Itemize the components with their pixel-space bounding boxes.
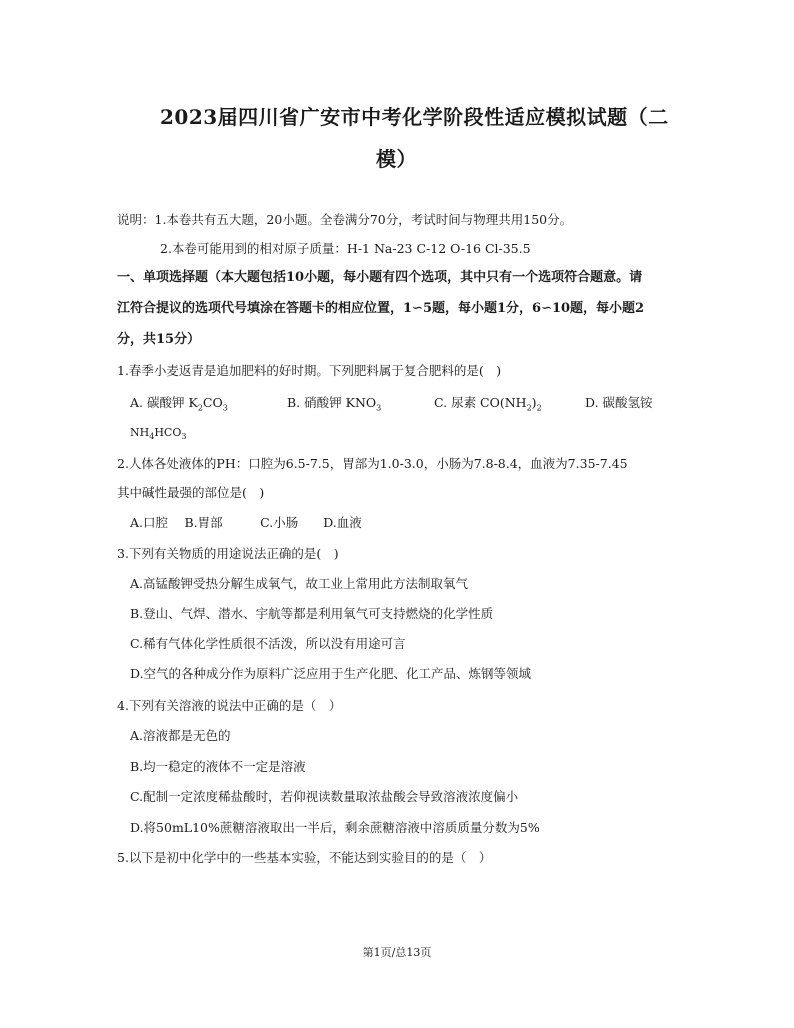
question-4-stem: 4.下列有关溶液的说法中正确的是（ ） (117, 698, 342, 713)
question-2-options: A.口腔 B.胃部 C.小肠 D.血液 (130, 515, 362, 530)
question-1-option-a: A. 碳酸钾 $K_2CO_3$ (130, 395, 228, 413)
question-1-option-b: B. 硝酸钾 $KNO_3$ (287, 395, 382, 413)
question-1-option-d-formula: $NH_4HCO_3$ (130, 426, 187, 442)
question-2-stem-line1: 2.人体各处液体的PH：口腔为6.5-7.5，胃部为1.0-3.0，小肠为7.8-8.4，血液为7.35-7.45 (117, 456, 628, 471)
instructions-line2: 2.本卷可能用到的相对原子质量：H-1 Na-23 C-12 O-16 Cl-35.5 (160, 241, 531, 256)
section-heading-line1: 一、单项选择题（本大题包括10小题，每小题有四个选项，其中只有一个选项符合题意。请 (117, 270, 643, 285)
question-4-option-b: B.均一稳定的液体不一定是溶液 (130, 759, 306, 774)
question-1-option-d: D. 碳酸氢铵 (585, 395, 653, 410)
question-3-option-b: B.登山、气焊、潜水、宇航等都是利用氧气可支持燃烧的化学性质 (130, 606, 494, 621)
exam-title-line1: 2023届四川省广安市中考化学阶段性适应模拟试题（二 (160, 105, 669, 129)
section-heading-line3: 分，共15分） (117, 332, 201, 347)
question-3-option-c: C.稀有气体化学性质很不活泼，所以没有用途可言 (130, 636, 406, 651)
question-3-option-d: D.空气的各种成分作为原料广泛应用于生产化肥、化工产品、炼钢等领域 (130, 666, 532, 681)
question-4-option-a: A.溶液都是无色的 (130, 728, 231, 743)
instructions-line1: 说明：1.本卷共有五大题，20小题。全卷满分70分，考试时间与物理共用150分。 (117, 212, 573, 227)
question-4-option-c: C.配制一定浓度稀盐酸时，若仰视读数量取浓盐酸会导致溶液浓度偏小 (130, 789, 519, 804)
question-4-option-d: D.将50mL10%蔗糖溶液取出一半后，剩余蔗糖溶液中溶质质量分数为5% (130, 820, 540, 835)
question-1-option-c: C. 尿素 $CO(NH_2)_2$ (434, 395, 542, 413)
exam-title-line2: 模） (376, 147, 417, 171)
section-heading-line2: 江符合提议的选项代号填涂在答题卡的相应位置，1∽5题，每小题1分，6∽10题，每小题2 (117, 301, 645, 316)
question-3-stem: 3.下列有关物质的用途说法正确的是( ) (117, 546, 339, 561)
question-2-stem-line2: 其中碱性最强的部位是( ) (117, 485, 265, 500)
page-number-footer: 第1页/总13页 (362, 946, 432, 959)
question-5-stem: 5.以下是初中化学中的一些基本实验，不能达到实验目的的是（ ） (117, 850, 492, 865)
question-1-stem: 1.春季小麦返青是追加肥料的好时期。下列肥料属于复合肥料的是( ) (117, 363, 502, 378)
question-3-option-a: A.高锰酸钾受热分解生成氧气，故工业上常用此方法制取氧气 (130, 576, 469, 591)
